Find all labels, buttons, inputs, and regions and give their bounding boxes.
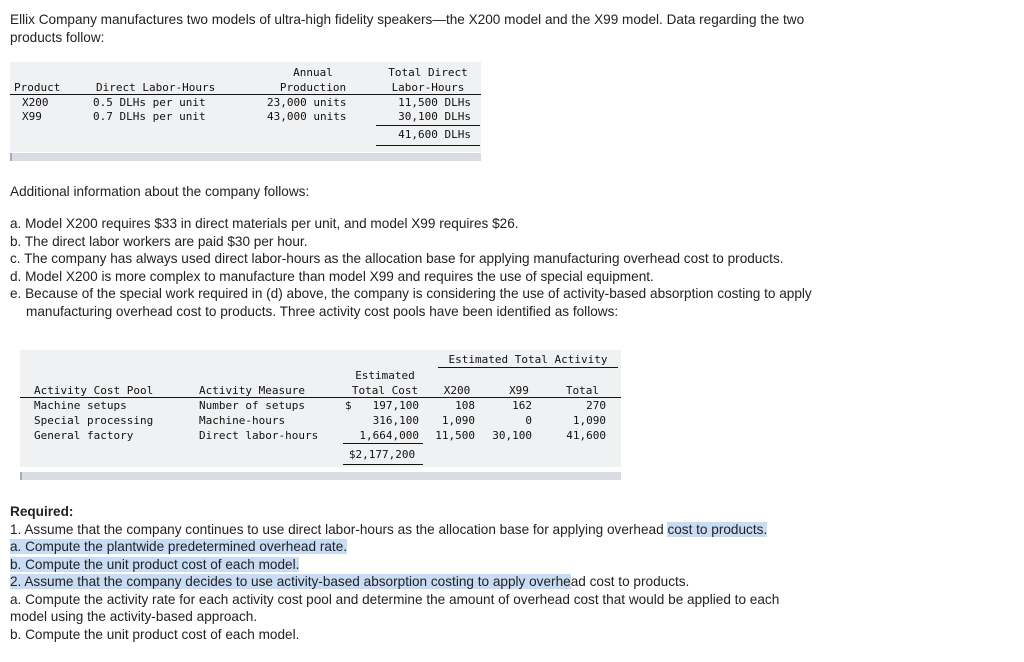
row-pool: General factory — [34, 429, 134, 442]
question-2 — [10, 573, 779, 591]
subtotal-rule — [343, 443, 423, 444]
selected-text: b. Compute the unit product cost of each model. — [10, 556, 300, 572]
additional-heading: Additional information about the company follows: — [10, 184, 310, 199]
row-measure: Direct labor-hours — [199, 429, 319, 442]
info-item-a: a. Model X200 requires $33 in direct materials per unit, and model X99 requires $26. — [10, 216, 519, 231]
row-total: 1,090 — [572, 414, 606, 427]
row-production: 23,000 units — [267, 96, 347, 109]
row-production: 43,000 units — [267, 110, 347, 123]
row-dollar-sign: $ — [345, 399, 352, 412]
row-total: 11,500 DLHs — [398, 96, 471, 109]
required-heading: Required: — [10, 504, 74, 519]
row-total: 30,100 DLHs — [398, 110, 471, 123]
row-x200: 1,090 — [441, 414, 475, 427]
header-total: Total — [565, 384, 599, 397]
header-rule — [20, 397, 621, 398]
row-x99: 162 — [512, 399, 532, 412]
header-activity-cost-pool: Activity Cost Pool — [34, 384, 154, 397]
question-1 — [10, 521, 779, 539]
header-activity-measure: Activity Measure — [199, 384, 305, 397]
info-item-d: d. Model X200 is more complex to manufacture than model X99 and requires the use of special equipment. — [10, 268, 654, 284]
question-1-text: 1. Assume that the company continues to use direct labor-hours as the allocation base for applying overhead — [10, 521, 668, 537]
header-x200: X200 — [443, 384, 471, 397]
info-item-e: e. Because of the special work required in (d) above, the company is considering the use of activity-based absorption costing to apply — [10, 286, 812, 301]
group-header-rule — [438, 367, 618, 368]
row-dlh: 0.7 DLHs per unit — [93, 110, 206, 123]
header-x99: X99 — [509, 384, 529, 397]
selected-text: 2. Assume that the company decides to use activity-based absorption costing to apply overhe — [10, 574, 571, 589]
row-x200: 108 — [455, 399, 475, 412]
table-scrollbar[interactable] — [10, 153, 481, 161]
selected-text: cost to products. — [667, 521, 768, 537]
question-1a — [10, 538, 779, 556]
table-scrollbar[interactable] — [20, 472, 621, 480]
row-product: X200 — [22, 96, 49, 109]
row-x99: 0 — [525, 414, 532, 427]
row-pool: Machine setups — [34, 399, 127, 412]
selected-text: a. Compute the plantwide predetermined overhead rate. — [10, 539, 348, 554]
question-1b — [10, 556, 779, 574]
info-item-e-continued: manufacturing overhead cost to products. Three activity cost pools have been identified as follows: — [26, 303, 619, 319]
header-production: Production — [279, 81, 347, 94]
row-x99: 30,100 — [492, 429, 532, 442]
header-total-direct: Total Direct — [388, 66, 468, 79]
info-list — [10, 215, 812, 320]
row-cost: 1,664,000 — [359, 429, 419, 442]
row-measure: Number of setups — [199, 399, 305, 412]
product-labor-table — [10, 62, 481, 152]
intro-paragraph — [10, 11, 804, 46]
row-product: X99 — [22, 110, 42, 123]
header-product: Product — [14, 81, 61, 94]
question-2a: a. Compute the activity rate for each activity cost pool and determine the amount of overhead cost that would be applied to each — [10, 591, 780, 607]
grand-total: $2,177,200 — [348, 448, 416, 461]
intro-line-1: Ellix Company manufactures two models of ultra-high fidelity speakers—the X200 model and the X99 model. Data regarding the two — [10, 12, 805, 27]
row-total: 41,600 — [566, 429, 606, 442]
row-cost: 197,100 — [372, 399, 419, 412]
header-rule — [10, 94, 481, 95]
info-item-c: c. The company has always used direct labor-hours as the allocation base for applying manufacturing overhead cost to products. — [10, 251, 784, 266]
info-item-b: b. The direct labor workers are paid $30 per hour. — [10, 233, 308, 249]
activity-cost-pool-table — [20, 350, 621, 467]
question-2-text: ad cost to products. — [570, 574, 690, 589]
header-total-cost: Total Cost — [351, 384, 419, 397]
total-rule — [376, 145, 480, 146]
row-x200: 11,500 — [435, 429, 475, 442]
header-estimated-total-activity: Estimated Total Activity — [448, 353, 608, 366]
row-total: 270 — [586, 399, 606, 412]
question-2b: b. Compute the unit product cost of each model. — [10, 626, 300, 642]
total-rule — [343, 464, 423, 465]
header-labor-hours: Labor-Hours — [391, 81, 465, 94]
header-annual: Annual — [293, 66, 333, 79]
row-dlh: 0.5 DLHs per unit — [93, 96, 206, 109]
header-estimated: Estimated — [355, 369, 415, 382]
header-direct-labor-hours: Direct Labor-Hours — [96, 81, 216, 94]
row-pool: Special processing — [34, 414, 154, 427]
subtotal-rule — [376, 125, 480, 126]
required-section — [10, 503, 779, 643]
intro-line-2: products follow: — [10, 29, 105, 45]
row-measure: Machine-hours — [199, 414, 286, 427]
grand-total: 41,600 DLHs — [398, 128, 471, 141]
question-2a-continued: model using the activity-based approach. — [10, 609, 258, 624]
row-cost: 316,100 — [372, 414, 419, 427]
